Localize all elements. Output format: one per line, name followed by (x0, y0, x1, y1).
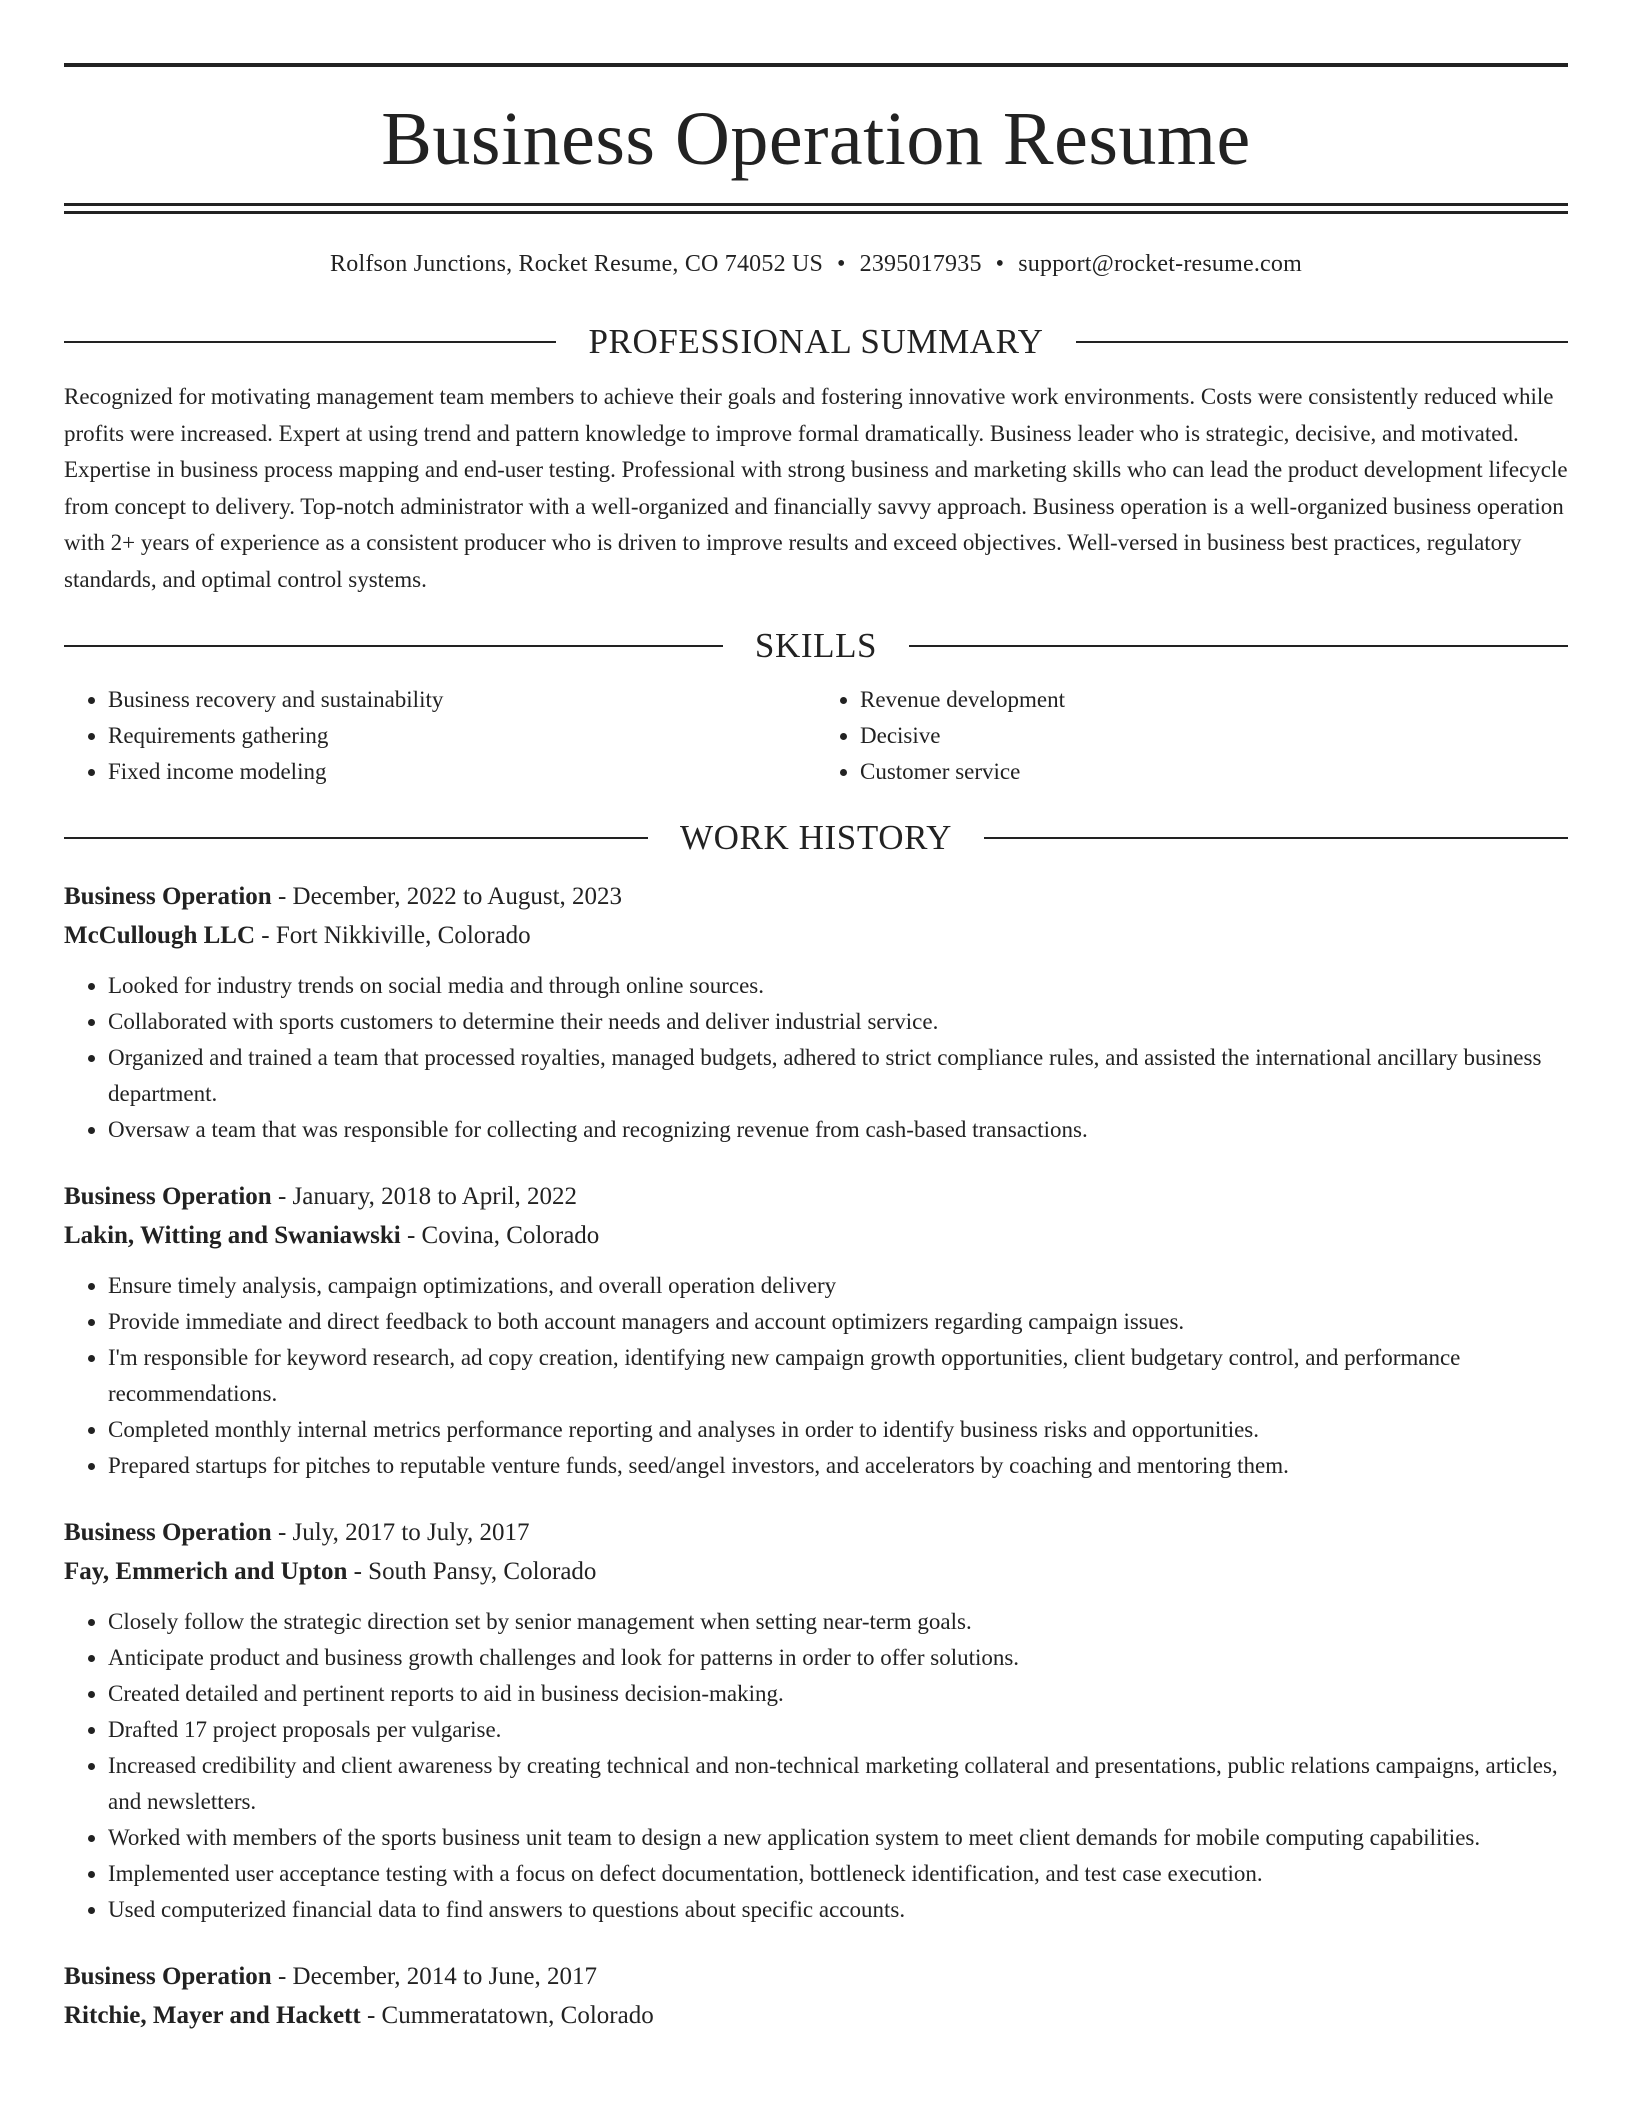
job-bullets (64, 1268, 1568, 1484)
summary-heading-label: PROFESSIONAL SUMMARY (588, 322, 1044, 361)
job-location: - South Pansy, Colorado (347, 1558, 597, 1585)
job-entry (64, 1514, 1568, 1928)
job-location: - Covina, Colorado (400, 1222, 600, 1249)
resume-title: Business Operation Resume (381, 97, 1251, 181)
job-company-line (64, 1996, 1568, 2036)
skill-item: • Revenue development (860, 682, 1568, 718)
job-company: Fay, Emmerich and Upton (64, 1558, 348, 1585)
job-title-line (64, 878, 1568, 916)
resume-page (64, 0, 1568, 2036)
job-title-line (64, 1178, 1568, 1216)
skills-heading (64, 626, 1568, 666)
job-bullet: • Prepared startups for pitches to reputable venture funds, seed/angel investors, and accelerators by coaching and mentoring them. (108, 1448, 1568, 1484)
skill-item: • Decisive (860, 718, 1568, 754)
job-bullet: • Implemented user acceptance testing with a focus on defect documentation, bottleneck identification, and test case execution. (108, 1856, 1568, 1892)
skills-heading-label: SKILLS (754, 626, 878, 665)
work-heading (64, 818, 1568, 858)
heading-rule-right (1076, 341, 1568, 343)
job-company: McCullough LLC (64, 922, 256, 949)
job-dates: - December, 2022 to August, 2023 (271, 883, 623, 910)
job-bullet: • Used computerized financial data to find answers to questions about specific accounts. (108, 1892, 1568, 1928)
top-rule (64, 63, 1568, 67)
heading-rule-left (64, 341, 556, 343)
contact-separator: • (837, 251, 846, 277)
job-dates: - January, 2018 to April, 2022 (271, 1183, 577, 1210)
job-bullet: • Drafted 17 project proposals per vulgarise. (108, 1712, 1568, 1748)
skills-list (64, 682, 1568, 790)
summary-heading (64, 322, 1568, 362)
job-bullet: • I'm responsible for keyword research, ad copy creation, identifying new campaign growth opportunities, client budgetary control, and performance recommendations. (108, 1340, 1568, 1412)
job-entry (64, 878, 1568, 1148)
job-location: - Cummeratatown, Colorado (360, 2002, 654, 2029)
skills-column-right (816, 682, 1568, 790)
job-company-line (64, 1552, 1568, 1592)
contact-line (64, 248, 1568, 280)
job-company-line (64, 1216, 1568, 1256)
job-company-line (64, 916, 1568, 956)
job-bullet: • Organized and trained a team that processed royalties, managed budgets, adhered to strict compliance rules, and assisted the international ancillary business department. (108, 1040, 1568, 1112)
contact-phone: 2395017935 (859, 251, 982, 277)
summary-text: Recognized for motivating management team members to achieve their goals and fostering innovative work environments. Costs were consistently reduced while profits were increased. Expert at using trend and pattern knowledge to improve formal dramatically. Business leader who is strategic, decisive, and motivated. Expertise in business process mapping and end-user testing. Professional with strong business and marketing skills who can lead the product development lifecycle from concept to delivery. Top-notch administrator with a well-organized and financially savvy approach. Business operation is a well-organized business operation with 2+ years of experience as a consistent producer who is driven to improve results and exceed objectives. Well-versed in business best practices, regulatory standards, and optimal control systems. (64, 384, 1568, 592)
job-bullet: • Anticipate product and business growth challenges and look for patterns in order to offer solutions. (108, 1640, 1568, 1676)
heading-rule-left (64, 645, 723, 647)
skill-item: • Fixed income modeling (108, 754, 816, 790)
job-bullet: • Provide immediate and direct feedback to both account managers and account optimizers regarding campaign issues. (108, 1304, 1568, 1340)
skills-column-left (64, 682, 816, 790)
job-company: Ritchie, Mayer and Hackett (64, 2002, 361, 2029)
job-entry (64, 1178, 1568, 1484)
job-bullet: • Increased credibility and client awareness by creating technical and non-technical marketing collateral and presentations, public relations campaigns, articles, and newsletters. (108, 1748, 1568, 1820)
job-role: Business Operation (64, 883, 272, 910)
skill-item: • Requirements gathering (108, 718, 816, 754)
job-dates: - July, 2017 to July, 2017 (271, 1519, 530, 1546)
job-bullet: • Completed monthly internal metrics performance reporting and analyses in order to identify business risks and opportunities. (108, 1412, 1568, 1448)
job-bullets (64, 1604, 1568, 1928)
job-dates: - December, 2014 to June, 2017 (271, 1963, 597, 1990)
heading-rule-left (64, 837, 648, 839)
job-bullet: • Collaborated with sports customers to determine their needs and deliver industrial service. (108, 1004, 1568, 1040)
job-title-line (64, 1958, 1568, 1996)
job-bullet: • Created detailed and pertinent reports to aid in business decision-making. (108, 1676, 1568, 1712)
heading-rule-right (984, 837, 1568, 839)
skill-item: • Business recovery and sustainability (108, 682, 816, 718)
skill-item: • Customer service (860, 754, 1568, 790)
job-company: Lakin, Witting and Swaniawski (64, 1222, 401, 1249)
job-bullet: • Ensure timely analysis, campaign optimizations, and overall operation delivery (108, 1268, 1568, 1304)
job-role: Business Operation (64, 1963, 272, 1990)
heading-rule-right (909, 645, 1568, 647)
job-bullet: • Closely follow the strategic direction set by senior management when setting near-term goals. (108, 1604, 1568, 1640)
work-heading-label: WORK HISTORY (680, 818, 952, 857)
job-bullet: • Worked with members of the sports business unit team to design a new application system to meet client demands for mobile computing capabilities. (108, 1820, 1568, 1856)
job-role: Business Operation (64, 1519, 272, 1546)
job-bullets (64, 968, 1568, 1148)
job-entry (64, 1958, 1568, 2036)
job-location: - Fort Nikkiville, Colorado (255, 922, 531, 949)
contact-email: support@rocket-resume.com (1018, 251, 1302, 277)
job-role: Business Operation (64, 1183, 272, 1210)
title-double-rule (64, 203, 1568, 214)
contact-separator: • (995, 251, 1005, 277)
job-bullet: • Looked for industry trends on social media and through online sources. (108, 968, 1568, 1004)
job-title-line (64, 1514, 1568, 1552)
contact-address: Rolfson Junctions, Rocket Resume, CO 74052 US (330, 251, 824, 277)
job-bullet: • Oversaw a team that was responsible for collecting and recognizing revenue from cash-based transactions. (108, 1112, 1568, 1148)
